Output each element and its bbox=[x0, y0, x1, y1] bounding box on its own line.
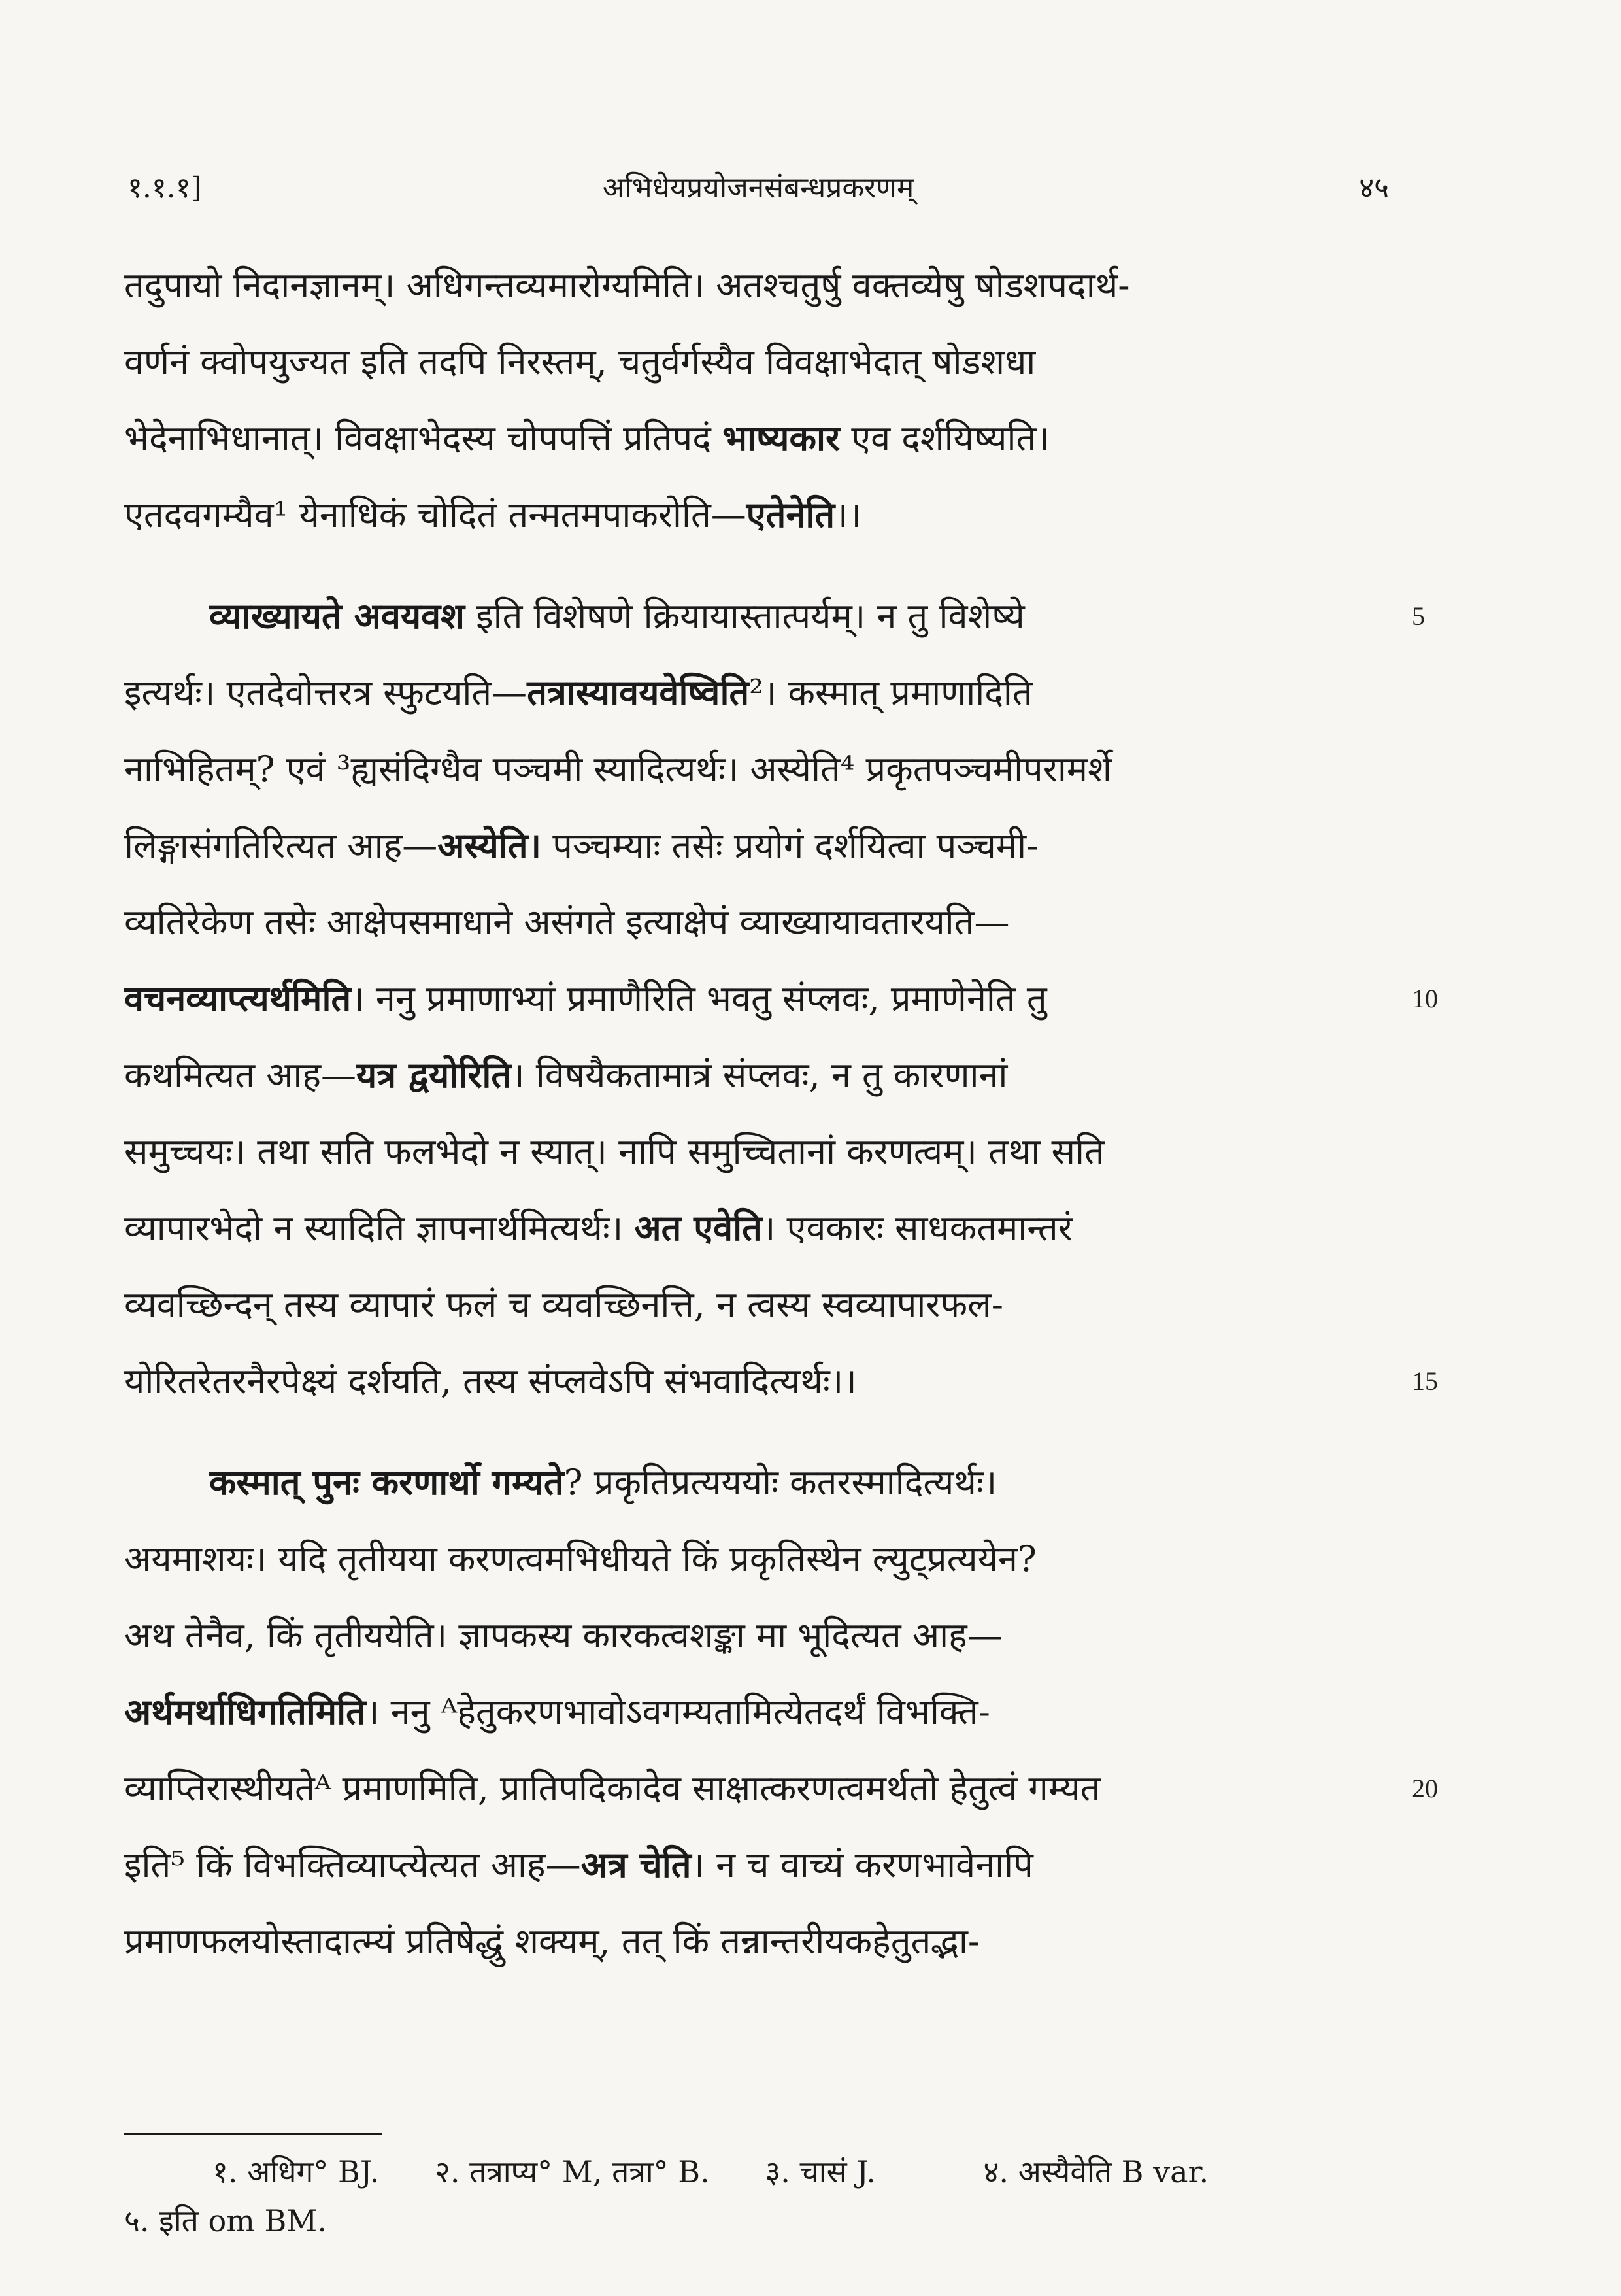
line-text: व्यतिरेकेण तसेः आक्षेपसमाधाने असंगते इत्याक्षेपं व्याख्यायावतारयति— bbox=[124, 902, 1010, 943]
text-line bbox=[124, 578, 1425, 654]
text-line bbox=[124, 324, 1366, 400]
text-line bbox=[124, 1597, 1366, 1674]
line-text: लिङ्गासंगतिरित्यत आह—अस्येति। पञ्चम्याः तसेः प्रयोगं दर्शयित्वा पञ्चमी- bbox=[124, 824, 1039, 866]
line-text: व्याप्तिरास्थीयतेᴬ प्रमाणमिति, प्रातिपदिकादेव साक्षात्करणत्वमर्थतो हेतुत्वं गम्यत bbox=[124, 1768, 1101, 1809]
text-line bbox=[124, 807, 1366, 884]
line-text: योरितरेतरनैरपेक्ष्यं दर्शयति, तस्य संप्लवेऽपि संभवादित्यर्थः।। bbox=[124, 1360, 857, 1402]
text-line bbox=[124, 731, 1366, 807]
text-line bbox=[124, 1750, 1438, 1827]
footnotes bbox=[124, 2148, 1366, 2246]
running-header bbox=[127, 167, 1389, 206]
line-text: इति⁵ किं विभक्तिव्याप्त्येत्यत आह—अत्र चेति। न च वाच्यं करणभावेनापि bbox=[124, 1844, 1033, 1885]
text-line bbox=[124, 1343, 1438, 1419]
footnote-line bbox=[124, 2197, 1366, 2246]
line-number: 20 bbox=[1412, 1774, 1438, 1803]
line-text: अर्थमर्थाधिगतिमिति। ननु ᴬहेतुकरणभावोऽवगम्यतामित्येतदर्थं विभक्ति- bbox=[124, 1691, 990, 1732]
line-text: अथ तेनैव, किं तृतीययेति। ज्ञापकस्य कारकत्वशङ्का मा भूदित्यत आह— bbox=[124, 1615, 1003, 1656]
text-line bbox=[124, 1113, 1366, 1190]
commentary-text bbox=[124, 247, 1438, 1980]
line-text: इत्यर्थः। एतदेवोत्तरत्र स्फुटयति—तत्रास्यावयवेष्विति²। कस्मात् प्रमाणादिति bbox=[124, 671, 1033, 713]
line-text: तदुपायो निदानज्ञानम्। अधिगन्तव्यमारोग्यमिति। अतश्चतुर्षु वक्तव्येषु षोडशपदार्थ- bbox=[124, 265, 1130, 306]
footnote-1: १. अधिग° BJ. bbox=[212, 2154, 380, 2189]
text-line bbox=[124, 960, 1438, 1037]
line-number: 15 bbox=[1412, 1366, 1438, 1396]
line-text: एतदवगम्यैव¹ येनाधिकं चोदितं तन्मतमपाकरोति—एतेनेति।। bbox=[124, 494, 862, 535]
text-line bbox=[124, 1521, 1366, 1597]
text-line bbox=[124, 884, 1366, 960]
footnote-2: २. तत्राप्य° M, तत्रा° B. bbox=[434, 2154, 710, 2189]
line-number: 5 bbox=[1412, 601, 1425, 631]
footnote-4: ४. अस्यैवेति B var. bbox=[983, 2154, 1209, 2189]
section-reference: १.१.१] bbox=[127, 171, 202, 205]
footnote-5: ५. इति om BM. bbox=[124, 2203, 327, 2238]
chapter-title: अभिधेयप्रयोजनसंबन्धप्रकरणम् bbox=[602, 171, 914, 205]
line-text: व्यवच्छिन्दन् तस्य व्यापारं फलं च व्यवच्छिनत्ति, न त्वस्य स्वव्यापारफल- bbox=[124, 1284, 1003, 1325]
line-text: वर्णनं क्वोपयुज्यत इति तदपि निरस्तम्, चतुर्वर्गस्यैव विवक्षाभेदात् षोडशधा bbox=[124, 341, 1036, 382]
line-text: वचनव्याप्त्यर्थमिति। ननु प्रमाणाभ्यां प्रमाणैरिति भवतु संप्लवः, प्रमाणेनेति तु bbox=[124, 977, 1047, 1019]
line-text: समुच्चयः। तथा सति फलभेदो न स्यात्। नापि समुच्चितानां करणत्वम्। तथा सति bbox=[124, 1131, 1105, 1172]
text-line bbox=[124, 1827, 1366, 1903]
line-text: व्यापारभेदो न स्यादिति ज्ञापनार्थमित्यर्थः। अत एवेति। एवकारः साधकतमान्तरं bbox=[124, 1207, 1073, 1249]
text-line bbox=[124, 247, 1366, 324]
page-number: ४५ bbox=[1359, 171, 1389, 205]
text-line bbox=[124, 1674, 1366, 1750]
text-line bbox=[124, 1190, 1366, 1266]
text-line bbox=[124, 477, 1366, 553]
footnote-3: ३. चासं J. bbox=[765, 2154, 876, 2189]
line-text: प्रमाणफलयोस्तादात्म्यं प्रतिषेद्धुं शक्यम्, तत् किं तन्नान्तरीयकहेतुतद्भा- bbox=[124, 1921, 980, 1962]
text-line bbox=[124, 1266, 1366, 1343]
line-text: कस्मात् पुनः करणार्थो गम्यते? प्रकृतिप्रत्यययोः कतरस्मादित्यर्थः। bbox=[209, 1461, 997, 1503]
line-text: कथमित्यत आह—यत्र द्वयोरिति। विषयैकतामात्रं संप्लवः, न तु कारणानां bbox=[124, 1054, 1008, 1096]
text-line bbox=[124, 1037, 1366, 1113]
text-line bbox=[124, 1444, 1366, 1521]
footnote-line bbox=[124, 2148, 1366, 2197]
line-text: नाभिहितम्? एवं ³ह्यसंदिग्धैव पञ्चमी स्यादित्यर्थः। अस्येति⁴ प्रकृतपञ्चमीपरामर्शे bbox=[124, 749, 1112, 790]
line-text: भेदेनाभिधानात्। विवक्षाभेदस्य चोपपत्तिं प्रतिपदं भाष्यकार एव दर्शयिष्यति। bbox=[124, 417, 1050, 459]
line-text: व्याख्यायते अवयवश इति विशेषणे क्रियायास्तात्पर्यम्। न तु विशेष्ये bbox=[209, 595, 1025, 637]
line-number: 10 bbox=[1412, 984, 1438, 1013]
line-text: अयमाशयः। यदि तृतीयया करणत्वमभिधीयते किं प्रकृतिस्थेन ल्युट्प्रत्ययेन? bbox=[124, 1538, 1037, 1579]
text-line bbox=[124, 654, 1366, 731]
text-line bbox=[124, 400, 1366, 477]
text-line bbox=[124, 1903, 1366, 1980]
footnote-rule bbox=[124, 2133, 382, 2135]
